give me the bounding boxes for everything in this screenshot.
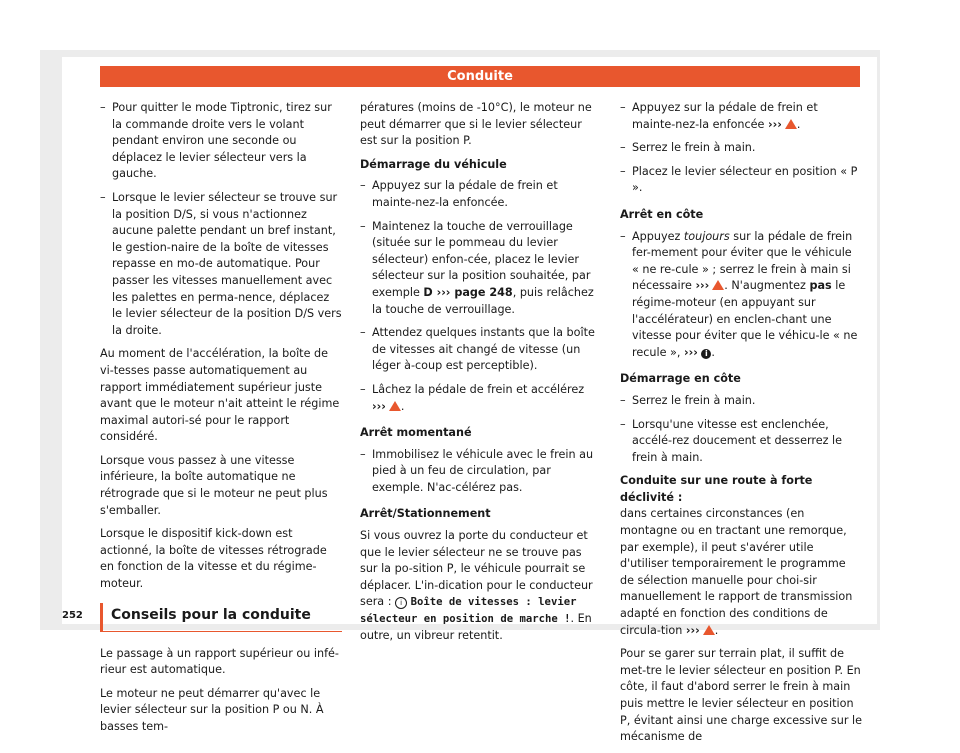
gear-indicator-icon: i	[395, 597, 407, 609]
paragraph	[360, 528, 602, 644]
paragraph: Lorsque vous passez à une vitesse inférieure, la boîte automatique ne rétrograde que si le moteur ne peut plus s'emballer.	[100, 453, 328, 517]
list-text: . N'augmentez	[724, 279, 806, 293]
subheading-forte-declivite: Conduite sur une route à forte déclivité :	[620, 474, 813, 504]
reference-arrow[interactable]: ›››	[768, 117, 782, 131]
column-3	[620, 100, 862, 753]
list-text: , puis relâchez la touche de verrouillage.	[372, 285, 594, 316]
list-text: Appuyez	[632, 229, 681, 243]
list-item: – Appuyez sur la pédale de frein et mainte-nez-la enfoncée ››› .	[620, 100, 862, 133]
paragraph-text: dans certaines circonstances (en montagne ou en tractant une remorque, par exemple), il peut s'avérer utile d'utiliser temporairement le programme de sélection manuelle pour choi-sir manuellement le rapport de transmission adapté en fonction des conditions de circula-tion	[620, 507, 853, 637]
emphasis-text: pas	[809, 279, 832, 293]
list-text: Maintenez la touche de verrouillage (située sur le pommeau du levier sélecteur) enfon-cée, placez le levier sélecteur sur la position souhaitée, par exemple	[372, 219, 591, 299]
list-item: – Pour quitter le mode Tiptronic, tirez sur la commande droite vers le volant pendant environ une seconde ou déplacez le levier sélecteur vers la gauche.	[100, 100, 342, 183]
reference-arrow[interactable]: ›››	[684, 345, 698, 359]
subheading-stationnement: Arrêt/Stationnement	[360, 507, 491, 521]
warning-icon	[703, 625, 715, 635]
paragraph: pératures (moins de -10°C), le moteur ne peut démarrer que si le levier sélecteur est sur la position P.	[360, 101, 592, 148]
list-item: – Appuyez toujours sur la pédale de frein fer-mement pour éviter que le véhicule « ne re-cule » ; serrez le frein à main si nécessaire ››› . N'augmentez pas le régime-moteur (en appuyant sur l'accélérateur) en enclen-chant une vitesse pour éviter que le véhicu-le « ne recule », ››› i .	[620, 229, 862, 362]
list-item: – Lorsqu'une vitesse est enclenchée, accélé-rez doucement et desserrez le frein à main.	[620, 417, 862, 467]
paragraph: Le passage à un rapport supérieur ou infé-rieur est automatique.	[100, 646, 339, 677]
warning-icon	[712, 280, 724, 290]
column-2	[360, 100, 602, 651]
list-text: Lâchez la pédale de frein et accélérez	[372, 382, 585, 396]
subheading-demarrage: Démarrage du véhicule	[360, 157, 507, 171]
list-item: – Attendez quelques instants que la boîte de vitesses ait changé de vitesse (un léger à-coup est perceptible).	[360, 325, 602, 375]
subheading-arret-cote: Arrêt en côte	[620, 207, 704, 221]
paragraph: Au moment de l'accélération, la boîte de vi-tesses passe automatiquement au rapport immédiatement supérieur juste avant que le moteur n'ait atteint le régime maximal autori-sé pour le rapport considéré.	[100, 347, 340, 444]
paragraph: Le moteur ne peut démarrer qu'avec le levier sélecteur sur la position P ou N. À basses tem-	[100, 686, 324, 733]
list-text: le régime-moteur (en appuyant sur l'accélérateur) en enclen-chant une vitesse pour éviter que le véhicu-le « ne recule »,	[632, 279, 858, 359]
list-item: – Placez le levier sélecteur en position « P ».	[620, 164, 862, 197]
reference-arrow[interactable]: ›››	[695, 279, 710, 293]
driver-message: Boîte de vitesses : levier sélecteur en position de marche !	[360, 596, 577, 626]
subheading-demarrage-cote: Démarrage en côte	[620, 372, 741, 386]
paragraph: Lorsque le dispositif kick-down est actionné, la boîte de vitesses rétrograde en fonction de la vitesse et du régime-moteur.	[100, 527, 327, 591]
section-heading-box: Conseils pour la conduite	[100, 603, 342, 632]
reference-arrow[interactable]: ›››	[685, 623, 700, 637]
list-item: – Immobilisez le véhicule avec le frein au pied à un feu de circulation, par exemple. N'ac-célérez pas.	[360, 447, 602, 497]
warning-icon	[785, 119, 797, 129]
paragraph-text: . En outre, un vibreur retentit.	[360, 612, 592, 642]
paragraph: dans certaines circonstances (en montagne ou en tractant une remorque, par exemple), il peut s'avérer utile d'utiliser temporairement le programme de sélection manuelle pour choi-sir manuellement le rapport de transmission adapté en fonction des conditions de circula-tion ››› .	[620, 507, 853, 637]
list-item: – Lâchez la pédale de frein et accélérez ››› .	[360, 382, 602, 415]
list-text: Appuyez sur la pédale de frein et mainte-nez-la enfoncée	[632, 101, 818, 131]
reference-arrow[interactable]: ›››	[372, 399, 386, 413]
list-item: – Serrez le frein à main.	[620, 140, 862, 157]
list-item: – Lorsque le levier sélecteur se trouve sur la position D/S, si vous n'actionnez aucune palette pendant un bref instant, le gestion-naire de la boîte de vitesses repasse en mo-de automatique. Pour passer les vitesses manuellement avec les palettes en perma-nence, déplacez le levier sélecteur de la position D/S vers la droite.	[100, 190, 342, 339]
list-text: sur la pédale de frein fer-mement pour éviter que le véhicule « ne re-cule » ; serrez le frein à main si nécessaire	[632, 229, 853, 293]
subheading-arret-momentane: Arrêt momentané	[360, 426, 472, 440]
page-reference-link[interactable]: D ››› page 248	[423, 285, 513, 299]
list-item: – Serrez le frein à main.	[620, 393, 862, 410]
list-item	[360, 219, 602, 319]
column-1	[100, 100, 342, 743]
list-item: – Appuyez sur la pédale de frein et mainte-nez-la enfoncée.	[360, 178, 602, 211]
paragraph-text: Si vous ouvrez la porte du conducteur et que le levier sélecteur ne se trouve pas sur la po-sition P, le véhicule pourrait se déplacer. L'in-dication pour le conducteur sera :	[360, 529, 593, 609]
paragraph: Pour se garer sur terrain plat, il suffit de met-tre le levier sélecteur en position P. En côte, il faut d'abord serrer le frein à main puis mettre le levier sélecteur en position P, évitant ainsi une charge excessive sur le mécanisme de	[620, 647, 862, 744]
chapter-header: Conduite	[100, 66, 860, 87]
page-number: 252	[62, 610, 83, 621]
warning-icon	[389, 401, 401, 411]
info-icon: i	[701, 349, 711, 359]
emphasis-text: toujours	[683, 229, 730, 243]
